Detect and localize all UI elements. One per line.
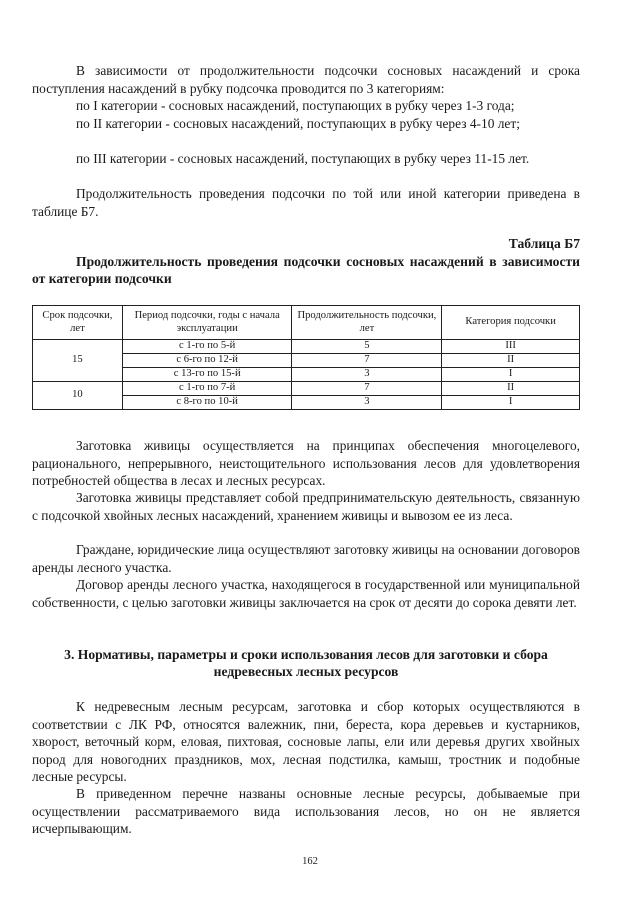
duration-cell: 3 (292, 368, 442, 382)
category-1-item: по I категории - сосновых насаждений, поступающих в рубку через 1-3 года; (76, 98, 515, 113)
period-cell: с 6-го по 12-й (122, 354, 292, 368)
table-title: Продолжительность проведения подсочки сосновых насаждений в зависимости от категории подсочки (32, 254, 580, 287)
duration-cell: 7 (292, 354, 442, 368)
header-term: Срок подсочки, лет (33, 306, 123, 340)
intro-paragraph: В зависимости от продолжительности подсочки сосновых насаждений и срока поступления насаждений в рубку подсочка проводится по 3 категориям: (32, 63, 580, 96)
period-cell: с 8-го по 10-й (122, 396, 292, 410)
header-category: Категория подсочки (442, 306, 580, 340)
table-reference-paragraph: Продолжительность проведения подсочки по той или иной категории приведена в таблице Б7. (32, 186, 580, 219)
page-number: 162 (302, 856, 318, 867)
period-cell: с 1-го по 7-й (122, 382, 292, 396)
header-period: Период подсочки, годы с начала эксплуатации (122, 306, 292, 340)
category-cell: II (442, 354, 580, 368)
term-cell: 10 (33, 382, 123, 410)
table-row (33, 382, 580, 396)
table-row (33, 340, 580, 354)
category-cell: I (442, 368, 580, 382)
duration-cell: 3 (292, 396, 442, 410)
category-cell: I (442, 396, 580, 410)
tapping-duration-table (32, 305, 580, 410)
category-2-item: по II категории - сосновых насаждений, поступающих в рубку через 4-10 лет; (76, 116, 520, 131)
category-cell: III (442, 340, 580, 354)
period-cell: с 13-го по 15-й (122, 368, 292, 382)
period-cell: с 1-го по 5-й (122, 340, 292, 354)
lease-term-paragraph: Договор аренды лесного участка, находящегося в государственной или муниципальной собственности, с целью заготовки живицы заключается на срок от десяти до сорока девяти лет. (32, 577, 580, 610)
category-cell: II (442, 382, 580, 396)
resin-principles-paragraph: Заготовка живицы осуществляется на принципах обеспечения многоцелевого, рационального, непрерывного, неистощительного использования лесов для удовлетворения потребностей общества в лесах и лесных ресурсах. (32, 438, 580, 489)
duration-cell: 5 (292, 340, 442, 354)
duration-cell: 7 (292, 382, 442, 396)
non-wood-resources-paragraph: К недревесным лесным ресурсам, заготовка и сбор которых осуществляются в соответствии с ЛК РФ, относятся валежник, пни, береста, кора деревьев и кустарников, хворост, веточный корм, еловая, пихтовая, сосновые лапы, ели или деревья других хвойных пород для новогодних праздников, мох, лесная подстилка, камыш, тростник и подобные лесные ресурсы. (32, 699, 580, 785)
table-label: Таблица Б7 (508, 236, 580, 251)
category-3-item: по III категории - сосновых насаждений, поступающих в рубку через 11-15 лет. (76, 151, 530, 166)
term-cell: 15 (33, 340, 123, 382)
list-note-paragraph: В приведенном перечне названы основные лесные ресурсы, добываемые при осуществлении рассматриваемого вида использования лесов, но он не является исчерпывающим. (32, 786, 580, 837)
section-heading: 3. Нормативы, параметры и сроки использования лесов для заготовки и сбора недревесных лесных ресурсов (64, 647, 548, 680)
resin-lease-paragraph: Граждане, юридические лица осуществляют заготовку живицы на основании договоров аренды лесного участка. (32, 542, 580, 575)
resin-activity-paragraph: Заготовка живицы представляет собой предпринимательскую деятельность, связанную с подсочкой хвойных лесных насаждений, хранением живицы и вывозом ее из леса. (32, 490, 580, 523)
header-duration: Продолжительность подсочки, лет (292, 306, 442, 340)
table-header-row (33, 306, 580, 340)
